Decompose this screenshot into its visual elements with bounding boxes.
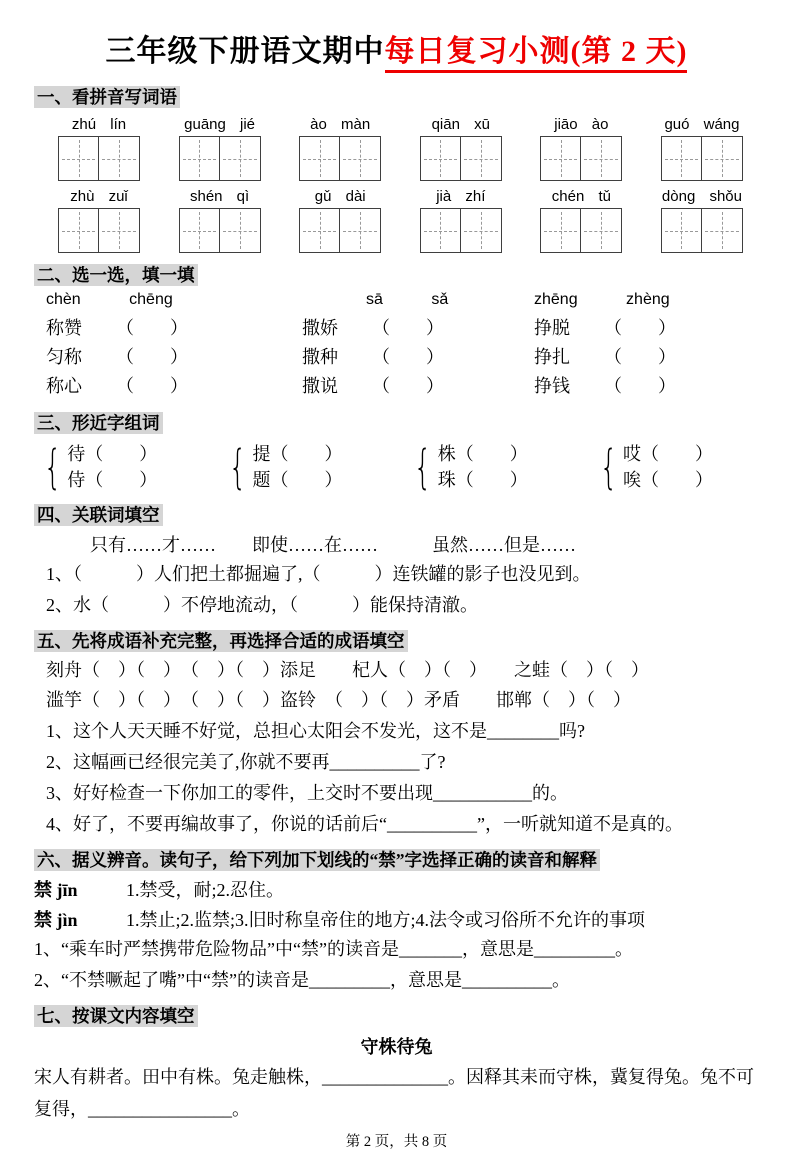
brace-icon: { [43, 440, 62, 495]
word-unit [661, 116, 743, 181]
writing-box [340, 208, 381, 253]
brace-icon: { [414, 440, 432, 495]
word: 唉 [622, 470, 641, 491]
list-item [302, 343, 534, 369]
pronunciation-entry [34, 906, 759, 932]
similar-char-row [34, 439, 759, 493]
word-unit [540, 188, 622, 253]
fill-line: 2、“不禁噘起了嘴”中“禁”的读音是_________，意思是__________。 [34, 970, 570, 991]
section-7 [34, 1003, 759, 1125]
writing-box [540, 136, 581, 181]
writing-box-pair [58, 208, 140, 253]
list-item [67, 467, 157, 493]
answer-paren: （ ） [372, 347, 444, 367]
answer-paren: （ ） [372, 318, 444, 338]
writing-box-pair [540, 136, 622, 181]
writing-box [99, 208, 140, 253]
writing-box [461, 208, 502, 253]
writing-box [220, 136, 261, 181]
writing-box [461, 136, 502, 181]
pinyin-label: ào màn [310, 116, 371, 133]
fill-line: 2、水（ ）不停地流动，（ ）能保持清澈。 [46, 595, 478, 616]
word: 提 [252, 444, 271, 464]
page-title [34, 26, 759, 70]
writing-box [220, 208, 261, 253]
word-unit [661, 188, 743, 253]
list-item [253, 441, 343, 467]
list-item [67, 441, 157, 467]
word-unit [58, 188, 140, 253]
idiom-line: 刻舟（ ）（ ） （ ）（ ）添足 杞人（ ）（ ） 之蛙（ ）（ ） [46, 660, 649, 681]
list-item [253, 467, 343, 493]
section-2-heading: 二、选一选，填一填 [34, 264, 198, 286]
word-unit [540, 116, 622, 181]
pinyin-label: jià zhí [436, 188, 486, 205]
word: 撒说 [302, 376, 338, 396]
fill-line: 1、（ ）人们把土都掘遍了,（ ）连铁罐的影子也没见到。 [46, 564, 591, 585]
writing-box [420, 208, 461, 253]
word: 待 [67, 444, 86, 464]
word-unit [420, 188, 502, 253]
answer-paren: （ ） [604, 347, 676, 367]
definitions: 1.禁止;2.监禁;3.旧时称皇帝住的地方;4.法令或习俗所不允许的事项 [126, 910, 646, 931]
s2-column-sa [302, 291, 534, 401]
fill-line: 1、“乘车时严禁携带危险物品”中“禁”的读音是_______，意思是_________。 [34, 939, 633, 960]
answer-paren: （ ） [640, 470, 713, 491]
writing-box [58, 136, 99, 181]
list-item [438, 467, 528, 493]
choose-pinyin-grid [34, 291, 759, 401]
section-6 [34, 847, 759, 994]
passage-title: 守株待兔 [360, 1037, 433, 1058]
answer-paren: （ ） [116, 318, 188, 338]
word: 撒种 [302, 347, 338, 367]
answer-paren: （ ） [640, 444, 713, 464]
list-item [46, 372, 302, 398]
answer-paren: （ ） [270, 444, 343, 464]
char-group [223, 441, 342, 493]
list-item [623, 441, 713, 467]
list-item [534, 372, 759, 398]
pinyin-label: qiān xū [431, 116, 490, 133]
word: 挣脱 [534, 318, 570, 338]
word: 哎 [622, 444, 641, 464]
word: 挣扎 [534, 347, 570, 367]
list-item [46, 343, 302, 369]
pinyin-label: chén tǔ [551, 188, 611, 205]
char-group [594, 441, 713, 493]
answer-paren: （ ） [604, 318, 676, 338]
section-1 [34, 84, 759, 253]
word: 珠 [437, 470, 456, 491]
word-unit [58, 116, 140, 181]
title-main: 三年级下册语文期中 [105, 35, 385, 68]
pinyin-label: guó wáng [664, 116, 740, 133]
list-item [534, 343, 759, 369]
writing-box [581, 208, 622, 253]
writing-box-pair [179, 208, 261, 253]
fill-line: 2、这幅画已经很完美了,你就不要再__________了? [46, 752, 446, 773]
pinyin-options: zhēng zhèng [534, 291, 670, 308]
answer-paren: （ ） [85, 470, 158, 491]
word-unit [299, 116, 381, 181]
writing-box [661, 208, 702, 253]
pinyin-grid-row-2 [34, 188, 759, 253]
pronunciation-entry [34, 876, 759, 902]
writing-box [420, 136, 461, 181]
list-item [302, 314, 534, 340]
char-pinyin: 禁 jìn [34, 910, 78, 931]
pinyin-grid-row-1 [34, 116, 759, 181]
page-number: 第 2 页，共 8 页 [345, 1134, 448, 1151]
writing-box [540, 208, 581, 253]
section-3 [34, 410, 759, 493]
writing-box [702, 136, 743, 181]
writing-box [299, 208, 340, 253]
answer-paren: （ ） [116, 347, 188, 367]
word-unit [179, 188, 261, 253]
section-2 [34, 262, 759, 401]
definitions: 1.禁受，耐;2.忍住。 [126, 880, 285, 901]
s2-column-zheng [534, 291, 759, 401]
char-pinyin: 禁 jīn [34, 880, 78, 901]
pinyin-label: jiāo ào [554, 116, 609, 133]
s2-column-chen [46, 291, 302, 401]
word-unit [179, 116, 261, 181]
char-group [38, 441, 157, 493]
writing-box-pair [179, 136, 261, 181]
word-unit [299, 188, 381, 253]
section-5 [34, 628, 759, 838]
title-highlight: 每日复习小测(第 2 天) [385, 35, 688, 73]
writing-box [299, 136, 340, 181]
writing-box-pair [661, 208, 743, 253]
answer-paren: （ ） [455, 444, 528, 464]
word: 匀称 [46, 347, 82, 367]
word: 题 [252, 470, 271, 491]
list-item [46, 314, 302, 340]
fill-line: 1、这个人天天睡不好觉，总担心太阳会不发光，这不是________吗? [46, 721, 585, 742]
writing-box [702, 208, 743, 253]
answer-paren: （ ） [604, 376, 676, 396]
word: 称赞 [46, 318, 82, 338]
pinyin-label: gǔ dài [314, 188, 366, 205]
word: 株 [437, 444, 456, 464]
list-item [302, 372, 534, 398]
writing-box-pair [540, 208, 622, 253]
word: 称心 [46, 376, 82, 396]
section-7-heading: 七、按课文内容填空 [34, 1005, 198, 1027]
word: 撒娇 [302, 318, 338, 338]
section-4 [34, 502, 759, 619]
list-item [534, 314, 759, 340]
brace-icon: { [599, 440, 618, 495]
answer-paren: （ ） [270, 470, 343, 491]
word: 挣钱 [534, 376, 570, 396]
writing-box-pair [299, 208, 381, 253]
pinyin-label: dòng shǒu [661, 188, 742, 205]
section-4-heading: 四、关联词填空 [34, 504, 163, 526]
section-5-heading: 五、先将成语补充完整，再选择合适的成语填空 [34, 630, 408, 652]
answer-paren: （ ） [455, 470, 528, 491]
answer-paren: （ ） [372, 376, 444, 396]
writing-box-pair [661, 136, 743, 181]
section-6-heading: 六、据义辨音。读句子，给下列加下划线的“禁”字选择正确的读音和解释 [34, 849, 600, 871]
pinyin-options: chèn chēng [46, 291, 173, 308]
writing-box [661, 136, 702, 181]
char-group [408, 441, 527, 493]
pinyin-options: sā sǎ [366, 291, 449, 308]
fill-line: 3、好好检查一下你加工的零件，上交时不要出现___________的。 [46, 783, 568, 804]
writing-box-pair [299, 136, 381, 181]
answer-paren: （ ） [85, 444, 158, 464]
conjunction-options: 只有……才…… 即使……在…… 虽然……但是…… [90, 535, 576, 556]
list-item [438, 441, 528, 467]
writing-box-pair [420, 136, 502, 181]
writing-box-pair [58, 136, 140, 181]
pinyin-label: zhù zuǐ [70, 188, 128, 205]
list-item [623, 467, 713, 493]
answer-paren: （ ） [116, 376, 188, 396]
writing-box [179, 136, 220, 181]
writing-box [340, 136, 381, 181]
word: 侍 [67, 470, 86, 491]
section-3-heading: 三、形近字组词 [34, 412, 163, 434]
idiom-line: 滥竽（ ）（ ） （ ）（ ）盗铃 （ ）（ ）矛盾 邯郸（ ）（ ） [46, 690, 631, 711]
pinyin-label: guāng jié [184, 116, 256, 133]
writing-box [179, 208, 220, 253]
pinyin-label: zhú lín [71, 116, 127, 133]
fill-line: 4、好了，不要再编故事了，你说的话前后“__________”，一听就知道不是真的。 [46, 814, 683, 835]
word-unit [420, 116, 502, 181]
pinyin-label: shén qì [189, 188, 250, 205]
section-1-heading: 一、看拼音写词语 [34, 86, 180, 108]
writing-box [58, 208, 99, 253]
brace-icon: { [229, 440, 247, 495]
writing-box-pair [420, 208, 502, 253]
writing-box [99, 136, 140, 181]
writing-box [581, 136, 622, 181]
passage-text: 宋人有耕者。田中有株。兔走触株，______________。因释其耒而守株，冀复得兔。兔不可复得，________________。 [34, 1067, 754, 1119]
